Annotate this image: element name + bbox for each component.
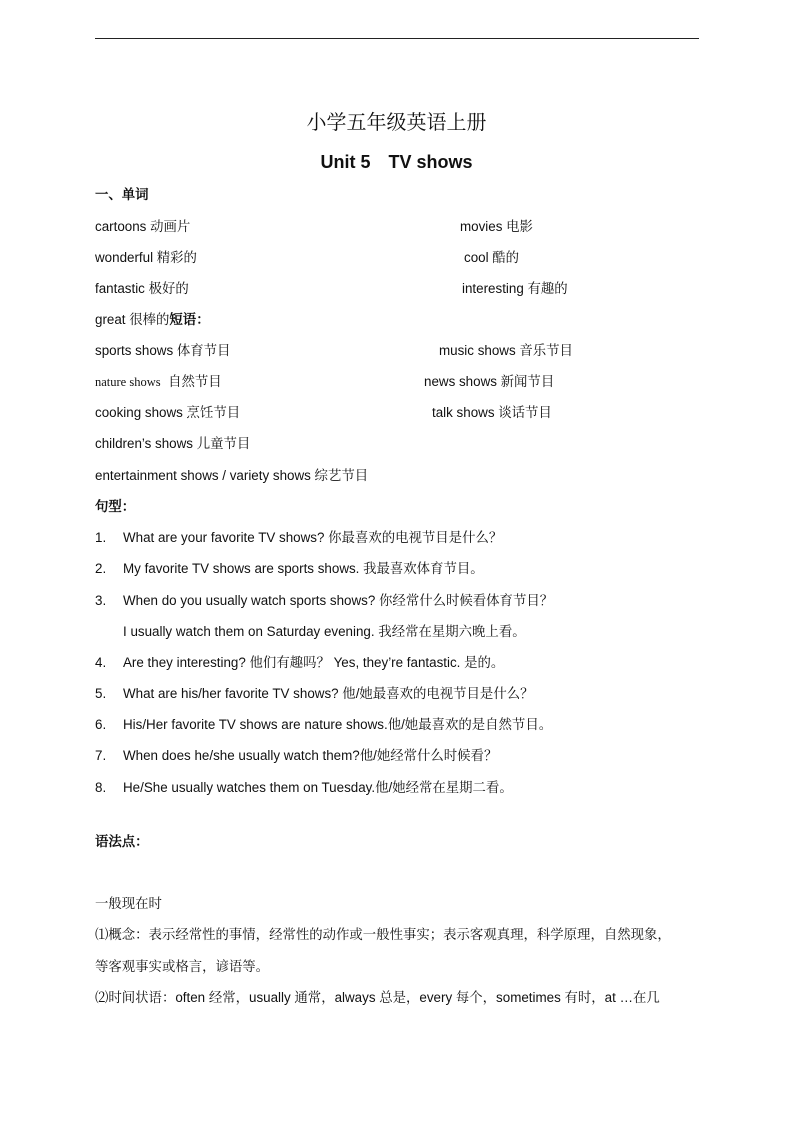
sentence-row xyxy=(95,561,484,577)
sentence-number: 4. xyxy=(95,655,107,670)
sentence-text: His/Her favorite TV shows are nature shows.他/她最喜欢的是自然节目。 xyxy=(123,717,553,732)
sentence-row xyxy=(95,780,513,796)
sentence-row xyxy=(95,624,526,640)
sentence-number: 5. xyxy=(95,686,107,701)
sentence-row xyxy=(95,686,534,702)
word-great-line xyxy=(95,312,210,328)
phrase-item: entertainment shows / variety shows 综艺节目 xyxy=(95,468,369,483)
sentence-text: What are your favorite TV shows? 你最喜欢的电视节目是什么？ xyxy=(123,530,503,545)
section-words-heading: 一、单词 xyxy=(95,187,149,202)
word-item: cool 酷的 xyxy=(464,250,520,265)
word-item: fantastic 极好的 xyxy=(95,281,189,296)
grammar-heading: 语法点： xyxy=(95,834,149,849)
sentence-text: Are they interesting? 他们有趣吗？ Yes, they’re fantastic. 是的。 xyxy=(123,655,505,670)
word-item: cartoons 动画片 xyxy=(95,219,191,234)
word-item: wonderful 精彩的 xyxy=(95,250,197,265)
sentence-number: 6. xyxy=(95,717,107,732)
header-rule xyxy=(95,38,699,39)
phrase-item: children’s shows 儿童节目 xyxy=(95,436,251,451)
sentences-heading: 句型： xyxy=(95,499,136,514)
sentence-row xyxy=(95,530,502,546)
phrase-english: nature shows xyxy=(95,375,161,389)
sentence-text: I usually watch them on Saturday evening. 我经常在星期六晚上看。 xyxy=(123,624,526,639)
phrase-item xyxy=(95,374,222,390)
sentence-text: He/She usually watches them on Tuesday.他/她经常在星期二看。 xyxy=(123,780,513,795)
sentence-number: 8. xyxy=(95,780,107,795)
word-item: great 很棒的 xyxy=(95,312,170,327)
sentence-text: When do you usually watch sports shows? 你经常什么时候看体育节目？ xyxy=(123,593,554,608)
grammar-paragraph: ⑴概念：表示经常性的事情，经常性的动作或一般性事实；表示客观真理，科学原理，自然现象， xyxy=(95,927,671,942)
phrase-item: news shows 新闻节目 xyxy=(424,374,555,389)
sentence-number: 2. xyxy=(95,561,107,576)
sentence-text: What are his/her favorite TV shows? 他/她最喜欢的电视节目是什么？ xyxy=(123,686,534,701)
unit-title: Unit 5 TV shows xyxy=(320,152,473,172)
grammar-paragraph: 等客观事实或格言，谚语等。 xyxy=(95,959,270,974)
sentence-number: 7. xyxy=(95,748,107,763)
sentence-text: When does he/she usually watch them?他/她经常什么时候看？ xyxy=(123,748,498,763)
grammar-subheading: 一般现在时 xyxy=(95,896,162,911)
sentence-number: 3. xyxy=(95,593,107,608)
sentence-row xyxy=(95,717,552,733)
phrase-item: sports shows 体育节目 xyxy=(95,343,231,358)
phrase-chinese: 自然节目 xyxy=(168,374,222,389)
phrases-heading: 短语： xyxy=(169,312,210,327)
phrase-item: music shows 音乐节目 xyxy=(439,343,573,358)
sentence-row xyxy=(95,593,553,609)
phrase-item: talk shows 谈话节目 xyxy=(432,405,552,420)
sentence-row xyxy=(95,655,504,671)
phrase-item: cooking shows 烹饪节目 xyxy=(95,405,241,420)
sentence-text: My favorite TV shows are sports shows. 我最喜欢体育节目。 xyxy=(123,561,484,576)
grammar-paragraph: ⑵时间状语：often 经常，usually 通常，always 总是，every 每个，sometimes 有时，at …在几 xyxy=(95,990,660,1005)
page-title: 小学五年级英语上册 xyxy=(306,112,487,134)
sentence-number: 1. xyxy=(95,530,107,545)
word-item: interesting 有趣的 xyxy=(462,281,568,296)
word-item: movies 电影 xyxy=(460,219,533,234)
sentence-row xyxy=(95,748,497,764)
